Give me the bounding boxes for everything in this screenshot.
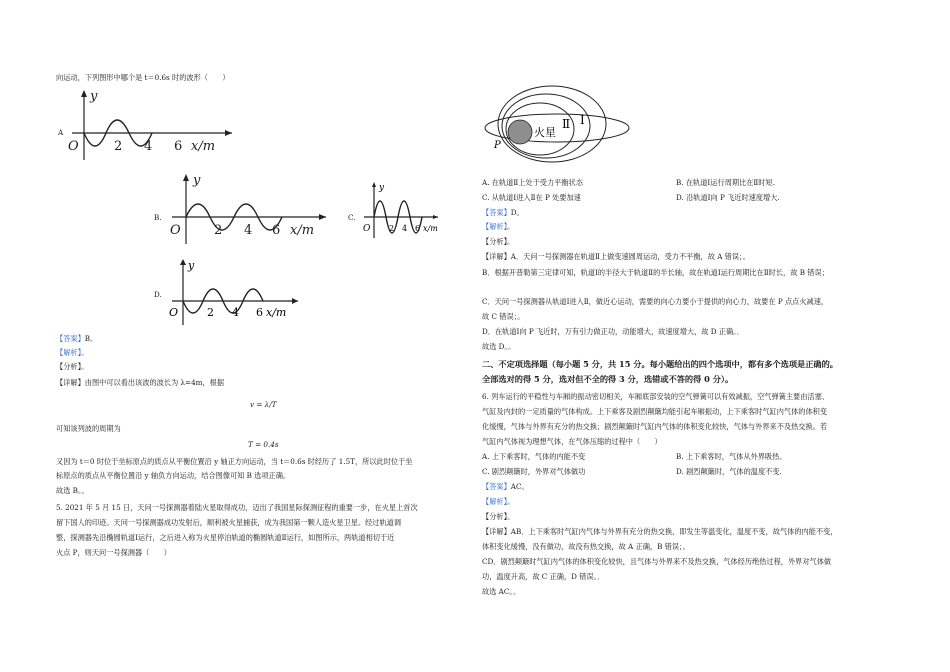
analysis-text: 。 [507,222,515,231]
analysis-text: 。 [507,497,515,506]
equator-ellipse [485,114,629,142]
x-arrow [433,215,438,219]
answer-4 [56,334,97,344]
tick-4: 4 [244,223,253,238]
tick-6: 6 [174,139,183,154]
y-axis-label: y [379,183,385,193]
fenxi-tag: 【分析】 [56,362,82,371]
detail-text: 由图中可以看出该波的波长为 λ=4m，根据 [84,378,225,387]
detail-text: AB．上下乘客时气缸内气体与外界有充分的热交换，即发生等温变化，温度不变，故气体的内能不变， [510,527,838,536]
detail-text: A．天问一号探测器在轨道Ⅱ上做变速圆周运动，受力不平衡，故 A 错误；。 [510,252,750,261]
tick-6: 6 [415,224,421,233]
orbit-2-label: Ⅱ [562,117,571,131]
y-arrow [372,182,376,187]
analysis-4 [56,348,88,358]
q5-line-3: 整，探测器先沿椭圆轨道Ⅰ运行，之后进入称为火星停泊轨道的椭圆轨道Ⅱ运行，如图所示，两轨道相切于近 [56,533,395,542]
explain-line-1: 又因为 t＝0 时位于坐标原点的质点从平衡位置沿 y 轴正方向运动，当 t＝0.6s 时经历了 1.5T，所以此时位于坐 [56,457,413,466]
wave-graph-d [166,257,300,327]
fenxi-text: 。 [507,512,515,521]
q5-line-2: 留下国人的印迹。天问一号探测器成功发射后，顺利被火星捕获，成为我国第一颗人造火星卫星。经过轨道调 [56,518,402,527]
answer-text: B。 [84,334,98,343]
detail-5-c1: C．天问一号探测器从轨道Ⅰ进入Ⅱ，做近心运动，需要的向心力要小于提供的向心力，故要在 P 点点火减速， [482,297,829,306]
q6-option-a: A. 上下乘客时，气体的内能不变 [482,452,586,461]
origin-label: O [68,139,79,154]
q5-line-4: 火点 P，则天问一号探测器（ ） [56,548,171,557]
detail-5-b: B．根据开普勒第三定律可知，轨道Ⅰ的半径大于轨道Ⅱ的半长轴，故在轨道Ⅰ运行周期比在Ⅱ时长，故 B 错误； [482,268,829,277]
formula-velocity: v = λ/T [250,400,277,409]
detail-5-c2: 故 C 错误；。 [482,312,525,321]
fenxi-5 [482,237,514,247]
x-arrow [319,214,326,220]
option-a-label: A [58,128,64,137]
q6-option-d: D. 剧烈颠簸时，气体的温度不变. [676,467,782,476]
analysis-tag: 【解析】 [482,222,508,231]
question-4-intro: 向运动，下列图形中哪个是 t＝0.6s 时的波形（ ） [56,73,230,82]
fenxi-tag: 【分析】 [482,512,508,521]
tick-2: 2 [389,224,395,233]
detail-5-d: D．在轨道Ⅰ向 P 飞近时，万有引力做正功，动能增大，故速度增大，故 D 正确。． [482,327,744,336]
q6-option-c: C. 剧烈颠簸时，外界对气体做功 [482,467,586,476]
x-axis-label: x/m [423,224,438,233]
detail-6-cd2: 功，温度升高，故 C 正确，D 错误。． [482,572,605,581]
choose-line: 故选 B。。 [56,486,89,495]
answer-6 [482,482,529,492]
period-line: 可知该列波的周期为 [56,424,121,433]
wave-graph-b [166,172,328,246]
mars-label: 火星 [534,126,556,139]
detail-6-ab2: 体积变化缓慢，没有做功，故没有热交换，故 A 正确，B 错误；。 [482,542,690,551]
detail-4 [56,378,224,388]
fenxi-6 [482,512,514,522]
q6-line-4: 气缸内气体视为理想气体，在气体压缩的过程中（ ） [482,437,662,446]
answer-text: D。 [510,208,524,217]
wave-graph-c [360,180,440,240]
x-axis-label: x/m [266,306,287,319]
choose-5: 故选 D。。 [482,342,516,351]
tick-2: 2 [207,306,214,319]
q5-option-b: B. 在轨道Ⅰ运行周期比在Ⅱ时短. [676,178,775,187]
answer-text: AC。 [510,482,529,491]
analysis-tag: 【解析】 [56,348,82,357]
section-heading-2: 全部选对的得 5 分，选对但不全的得 3 分，选错或不答的得 0 分）。 [482,374,734,384]
choose-6: 故选 AC。。 [482,587,521,596]
tick-4: 4 [144,139,153,154]
answer-tag: 【答案】 [56,334,85,343]
tick-4: 4 [402,224,408,233]
tick-6: 6 [256,306,263,319]
analysis-5 [482,222,514,232]
y-axis-label: y [188,259,195,272]
y-axis-label: y [90,89,98,104]
fenxi-4 [56,362,88,372]
origin-label: O [169,306,179,319]
detail-6-cd1: CD．剧烈颠簸时气缸内气体的体积变化较快，且气体与外界来不及热交换，气体经历绝热过程，外界对气体做 [482,557,832,566]
detail-tag: 【详解】 [56,378,85,387]
y-arrow [183,174,189,181]
detail-tag: 【详解】 [482,527,511,536]
option-d-label: D. [154,290,162,299]
point-p-label: P [494,140,501,151]
analysis-text: 。 [81,348,89,357]
analysis-tag: 【解析】 [482,497,508,506]
answer-tag: 【答案】 [482,482,511,491]
q5-line-1: 5. 2021 年 5 月 15 日，天问一号探测器着陆火星取得成功，迈出了我国星际探测征程的重要一步，在火星上首次 [56,503,418,512]
option-b-label: B. [154,213,162,222]
mars-orbit-diagram [482,84,632,170]
fenxi-tag: 【分析】 [482,237,508,246]
orbit-1-label: Ⅰ [580,113,585,127]
q5-option-d: D. 沿轨道Ⅰ向 P 飞近时速度增大. [676,193,780,202]
x-axis-label: x/m [191,139,216,154]
q6-line-2: 气缸及内封的一定质量的气体构成。上下乘客及剧烈颠簸均能引起车厢振动，上下乘客时气缸内气体的体积变 [482,407,828,416]
section-heading-1: 二、不定项选择题（每小题 5 分，共 15 分。每小题给出的四个选项中，都有多个选项是正确的。 [482,359,838,369]
fenxi-text: 。 [507,237,515,246]
y-arrow [180,259,186,265]
option-c-label: C. [348,213,356,222]
fenxi-text: 。 [81,362,89,371]
origin-label: O [363,224,371,234]
x-axis-label: x/m [290,223,315,238]
wave-graph-a [64,88,234,162]
tick-4: 4 [232,306,239,319]
tick-6: 6 [272,223,281,238]
tick-2: 2 [114,139,123,154]
origin-label: O [170,223,181,238]
tick-2: 2 [214,223,223,238]
detail-tag: 【详解】 [482,252,511,261]
q6-option-b: B. 上下乘客时，气体从外界吸热。 [676,452,787,461]
analysis-6 [482,497,514,507]
formula-period: T = 0.4s [248,440,279,449]
q6-line-3: 化缓慢，气体与外界有充分的热交换；剧烈颠簸时气缸内气体的体积变化较快，气体与外界来不及热交换。若 [482,422,828,431]
x-arrow [292,298,298,304]
explain-line-2: 标原点的质点从平衡位置沿 y 轴负方向运动，结合图像可知 B 选项正确。 [56,471,291,480]
q5-option-a: A. 在轨道Ⅱ上处于受力平衡状态 [482,178,583,187]
q5-option-c: C. 从轨道Ⅰ进入Ⅱ在 P 处要加速 [482,193,581,202]
answer-tag: 【答案】 [482,208,511,217]
y-axis-label: y [193,173,201,188]
detail-6-ab1 [482,527,838,537]
q6-line-1: 6. 列车运行的平稳性与车厢的振动密切相关，车厢底部安装的空气弹簧可以有效减振，空气弹簧主要由活塞、 [482,392,829,401]
answer-5 [482,208,524,218]
x-arrow [225,130,232,136]
mars-planet [508,120,532,144]
y-arrow [81,90,87,97]
detail-5-a [482,252,750,262]
